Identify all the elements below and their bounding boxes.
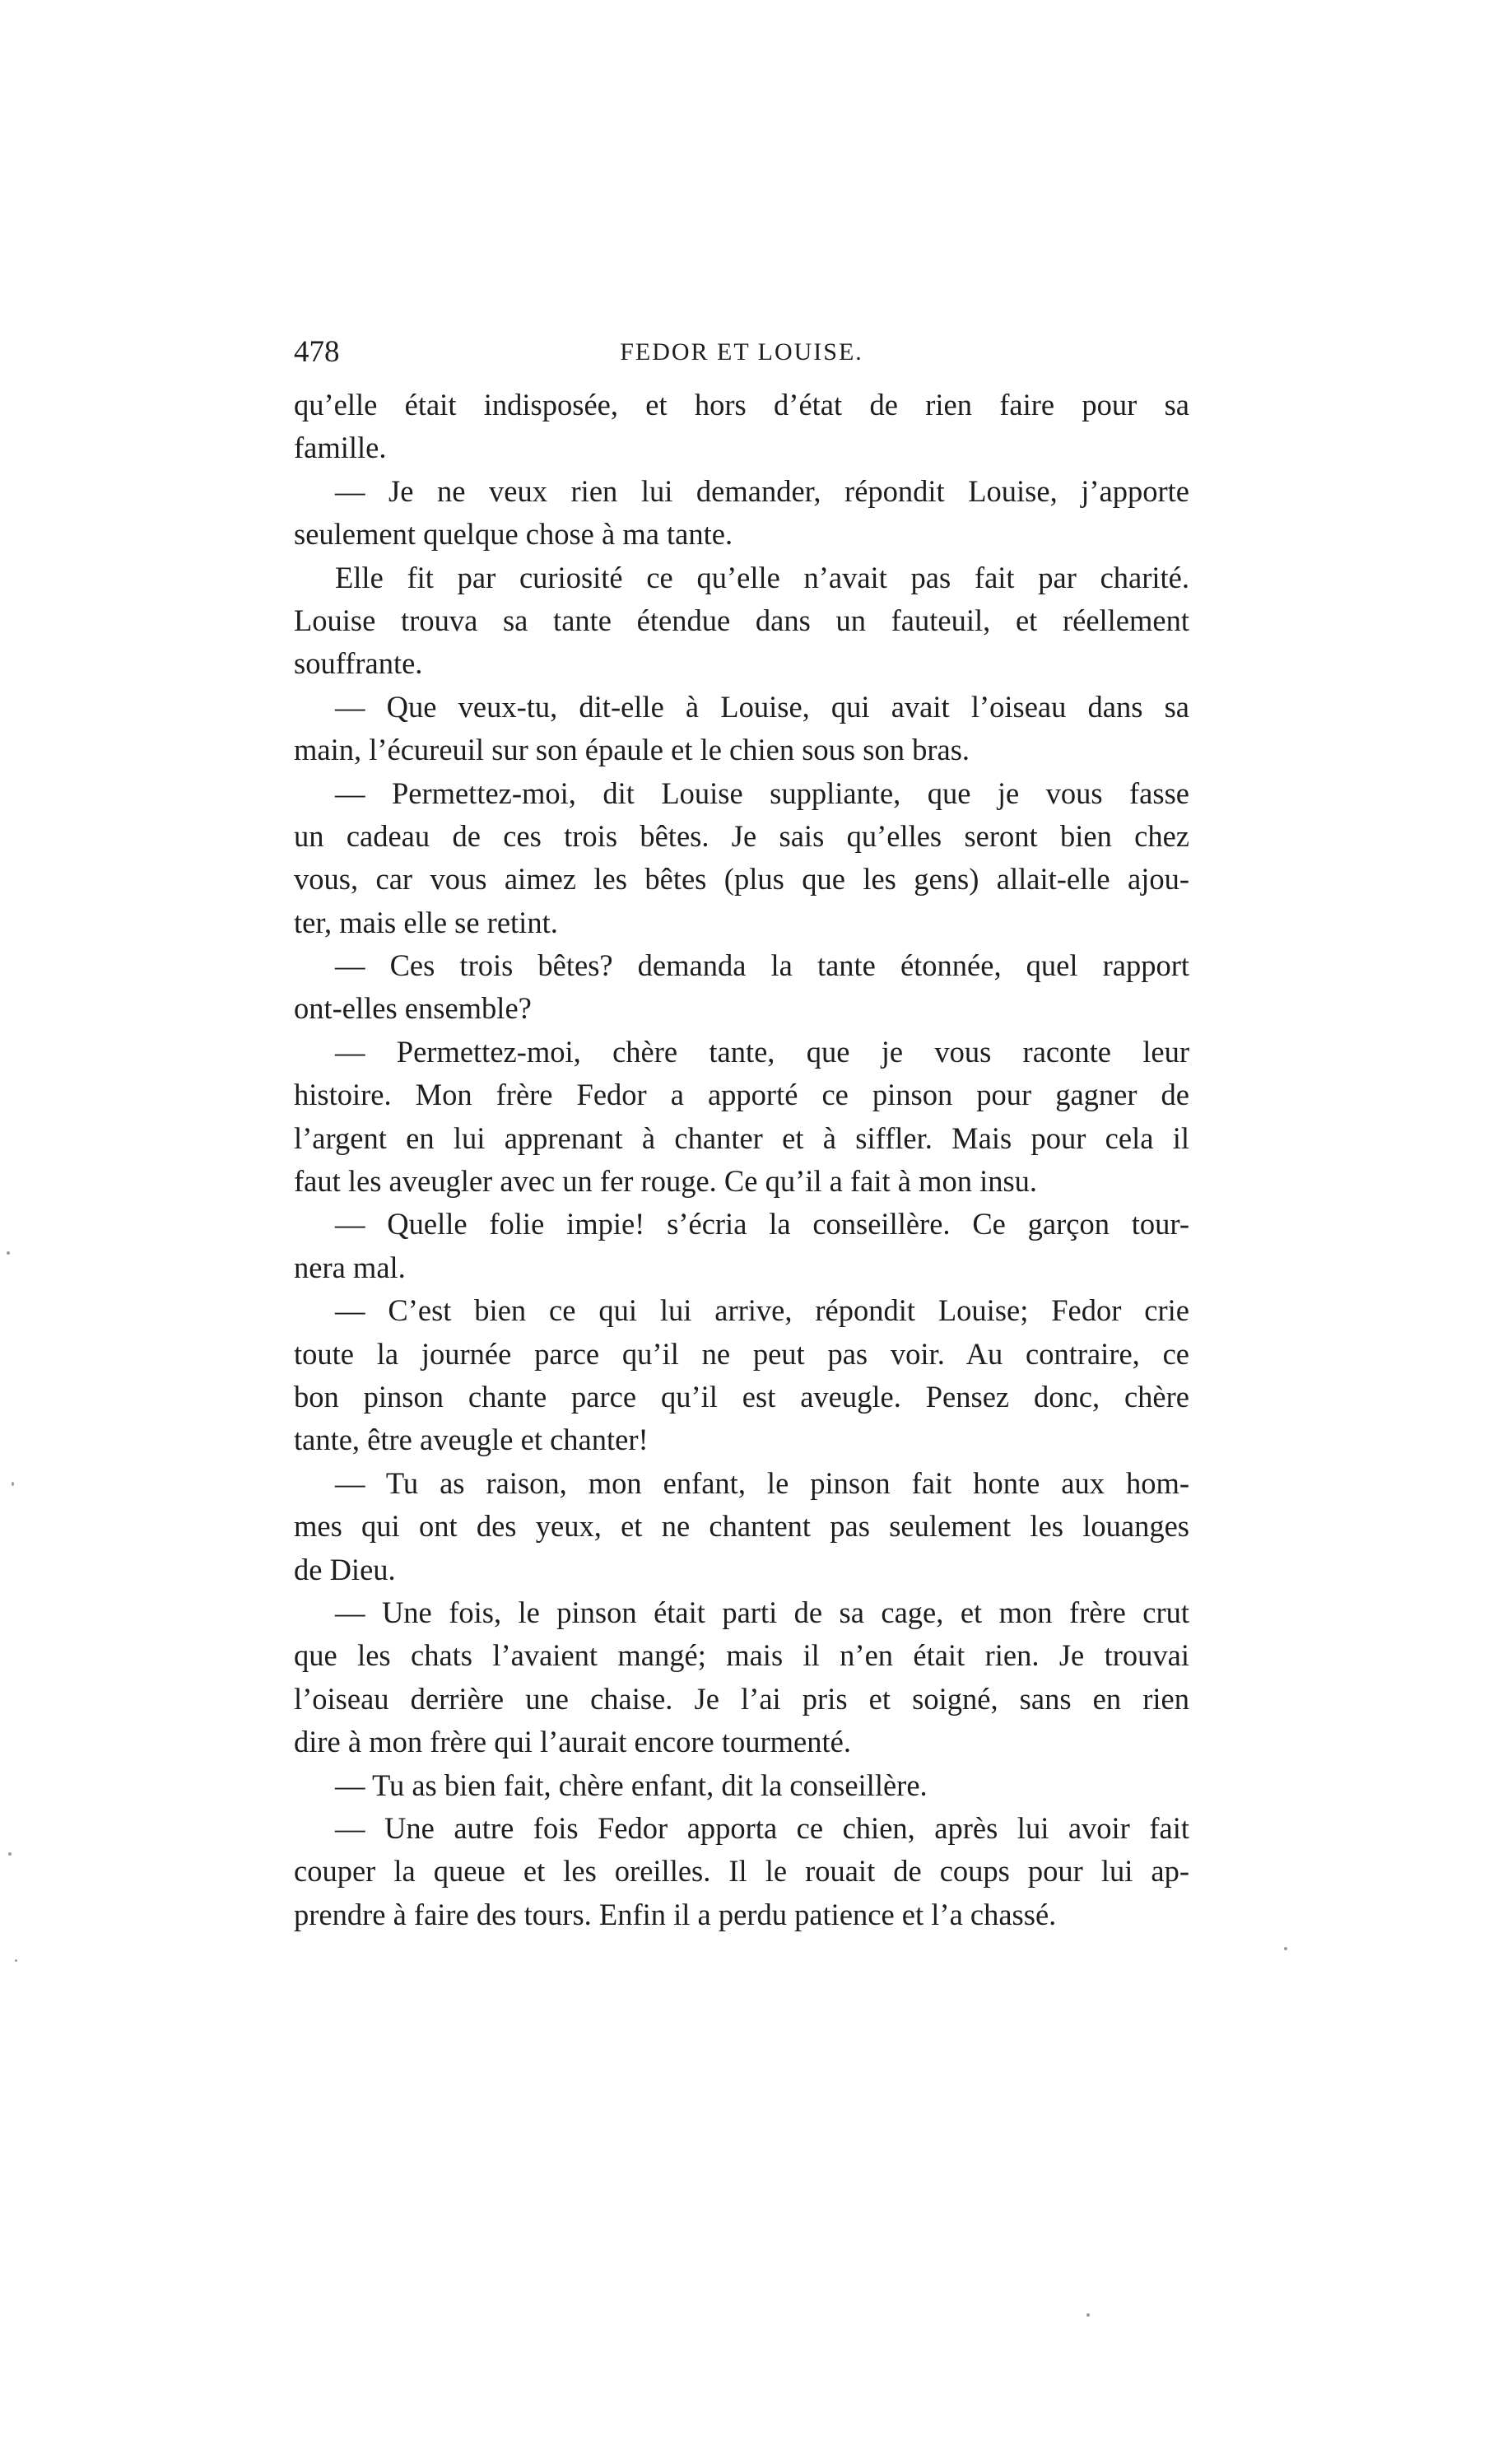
text-line: que les chats l’avaient mangé; mais il n’en était rien. Je trouvai [294,1638,1189,1673]
text-line: — Je ne veux rien lui demander, répondit Louise, j’apporte [335,473,1189,508]
text-line: — Tu as bien fait, chère enfant, dit la conseillère. [335,1768,928,1802]
text-line: — Une autre fois Fedor apporta ce chien, après lui avoir fait [335,1810,1189,1845]
text-line: dire à mon frère qui l’aurait encore tourmenté. [294,1725,851,1759]
text-line: l’argent en lui apprenant à chanter et à siffler. Mais pour cela il [294,1120,1189,1155]
running-head: FEDOR ET LOUISE. [620,338,863,366]
text-line: — Ces trois bêtes? demanda la tante étonnée, quel rapport [335,948,1189,983]
text-line: famille. [294,431,387,465]
text-line: prendre à faire des tours. Enfin il a perdu patience et l’a chassé. [294,1897,1057,1931]
text-line: qu’elle était indisposée, et hors d’état de rien faire pour sa [294,388,1189,422]
text-line: couper la queue et les oreilles. Il le rouait de coups pour lui ap- [294,1854,1189,1889]
text-line: — Quelle folie impie! s’écria la conseillère. Ce garçon tour- [335,1207,1189,1241]
text-line: — Tu as raison, mon enfant, le pinson fait honte aux hom- [335,1465,1189,1500]
text-line: main, l’écureuil sur son épaule et le chien sous son bras. [294,733,970,767]
text-line: un cadeau de ces trois bêtes. Je sais qu’elles seront bien chez [294,818,1189,853]
text-line: Elle fit par curiosité ce qu’elle n’avait pas fait par charité. [335,560,1189,594]
text-line: bon pinson chante parce qu’il est aveugle. Pensez donc, chère [294,1379,1189,1414]
text-line: Louise trouva sa tante étendue dans un fauteuil, et réellement [294,603,1189,637]
page-header [294,328,1189,377]
text-line: — Une fois, le pinson était parti de sa cage, et mon frère crut [335,1595,1189,1629]
text-line: de Dieu. [294,1552,396,1586]
page-number: 478 [294,335,340,369]
text-line: — C’est bien ce qui lui arrive, répondit Louise; Fedor crie [335,1293,1189,1328]
body-text [294,384,1189,1936]
text-line: tante, être aveugle et chanter! [294,1423,649,1457]
text-line: — Que veux-tu, dit-elle à Louise, qui avait l’oiseau dans sa [335,689,1189,724]
scan-speck [1284,1947,1287,1950]
scan-speck [12,1482,14,1486]
text-line: vous, car vous aimez les bêtes (plus que les gens) allait-elle ajou- [294,862,1189,897]
text-line: histoire. Mon frère Fedor a apporté ce pinson pour gagner de [294,1078,1189,1112]
text-line: ont-elles ensemble? [294,991,532,1026]
text-line: mes qui ont des yeux, et ne chantent pas seulement les louanges [294,1509,1189,1544]
text-line: faut les aveugler avec un fer rouge. Ce qu’il a fait à mon insu. [294,1164,1038,1199]
text-line: nera mal. [294,1250,406,1284]
scan-speck [7,1251,10,1255]
scan-speck [1086,2313,1090,2317]
scan-speck [15,1959,17,1962]
text-line: l’oiseau derrière une chaise. Je l’ai pris et soigné, sans en rien [294,1681,1189,1716]
text-line: ter, mais elle se retint. [294,905,558,939]
text-line: seulement quelque chose à ma tante. [294,517,733,552]
text-line: — Permettez-moi, chère tante, que je vous raconte leur [335,1034,1189,1069]
text-line: souffrante. [294,646,423,681]
text-line: toute la journée parce qu’il ne peut pas voir. Au contraire, ce [294,1336,1189,1371]
text-line: — Permettez-moi, dit Louise suppliante, que je vous fasse [335,776,1189,810]
scan-speck [8,1852,12,1856]
